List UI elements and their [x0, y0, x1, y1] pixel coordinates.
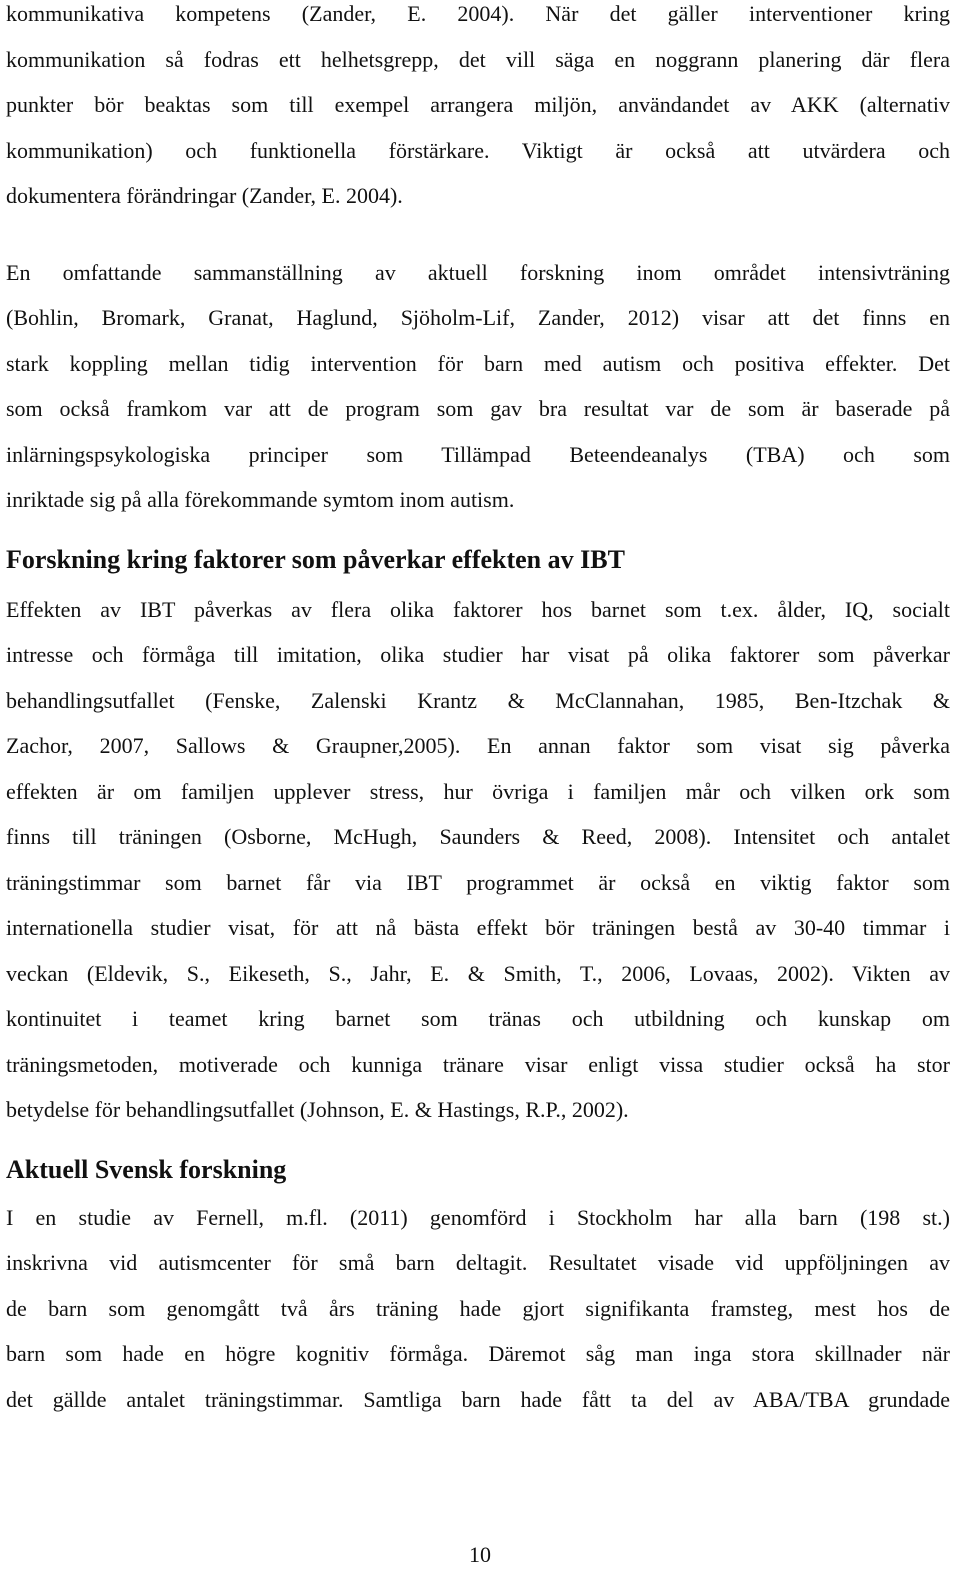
text-line: effekten är om familjen upplever stress, hur övriga i familjen mår och vilken ork som [6, 778, 950, 804]
text-line: betydelse för behandlingsutfallet (Johnson, E. & Hastings, R.P., 2002). [6, 1097, 629, 1122]
text-line: kommunikativa kompetens (Zander, E. 2004). När det gäller interventioner kring [6, 1, 950, 26]
text-line: I en studie av Fernell, m.fl. (2011) genomförd i Stockholm har alla barn (198 st.) [6, 1204, 950, 1230]
text-line: intresse och förmåga till imitation, olika studier har visat på olika faktorer som påverkar [6, 642, 950, 667]
text-line: kommunikation) och funktionella förstärkare. Viktigt är också att utvärdera och [6, 137, 950, 163]
paragraph-aac-intervention [6, 0, 950, 219]
text-line: (Bohlin, Bromark, Granat, Haglund, Sjöholm-Lif, Zander, 2012) visar att det finns en [6, 305, 950, 330]
text-line: En omfattande sammanställning av aktuell forskning inom området intensivträning [6, 259, 950, 285]
text-line: inskrivna vid autismcenter för små barn deltagit. Resultatet visade vid uppföljningen av [6, 1250, 950, 1275]
text-line: kommunikation så fodras ett helhetsgrepp, det vill säga en noggrann planering där flera [6, 46, 950, 72]
text-line: som också framkom var att de program som gav bra resultat var de som är baserade på [6, 396, 950, 421]
section-heading-swedish-research: Aktuell Svensk forskning [6, 1154, 287, 1184]
text-line: träningsmetoden, motiverade och kunniga tränare visar enligt vissa studier också ha stor [6, 1051, 950, 1077]
text-line: dokumentera förändringar (Zander, E. 2004). [6, 183, 403, 208]
text-line: träningstimmar som barnet får via IBT programmet är också en viktig faktor som [6, 869, 950, 895]
text-line: de barn som genomgått två års träning hade gjort signifikanta framsteg, mest hos de [6, 1295, 950, 1321]
text-line: Zachor, 2007, Sallows & Graupner,2005). En annan faktor som visat sig påverka [6, 733, 950, 758]
text-line: behandlingsutfallet (Fenske, Zalenski Krantz & McClannahan, 1985, Ben-Itzchak & [6, 687, 950, 713]
document-page [6, 0, 950, 1422]
text-line: finns till träningen (Osborne, McHugh, Saunders & Reed, 2008). Intensitet och antalet [6, 824, 950, 849]
text-line: inlärningspsykologiska principer som Tillämpad Beteendeanalys (TBA) och som [6, 441, 950, 467]
section-heading-ibt-factors: Forskning kring faktorer som påverkar effekten av IBT [6, 544, 625, 574]
page-number: 10 [469, 1542, 491, 1567]
text-line: inriktade sig på alla förekommande symtom inom autism. [6, 487, 515, 512]
text-line: internationella studier visat, för att nå bästa effekt bör träningen bestå av 30-40 timmar i [6, 915, 950, 940]
paragraph-gap [6, 219, 950, 250]
text-line: det gällde antalet träningstimmar. Samtliga barn hade fått ta del av ABA/TBA grundade [6, 1386, 950, 1412]
paragraph-ibt-factors [6, 587, 950, 1133]
text-line: stark koppling mellan tidig intervention för barn med autism och positiva effekter. Det [6, 350, 950, 376]
text-line: punkter bör beaktas som till exempel arrangera miljön, användandet av AKK (alternativ [6, 92, 950, 117]
text-line: Effekten av IBT påverkas av flera olika faktorer hos barnet som t.ex. ålder, IQ, socialt [6, 596, 950, 622]
text-line: kontinuitet i teamet kring barnet som tränas och utbildning och kunskap om [6, 1006, 950, 1031]
text-line: barn som hade en högre kognitiv förmåga. Däremot såg man inga stora skillnader när [6, 1341, 950, 1366]
paragraph-swedish-research [6, 1195, 950, 1423]
paragraph-research-summary [6, 250, 950, 523]
text-line: veckan (Eldevik, S., Eikeseth, S., Jahr, E. & Smith, T., 2006, Lovaas, 2002). Vikten av [6, 960, 950, 986]
